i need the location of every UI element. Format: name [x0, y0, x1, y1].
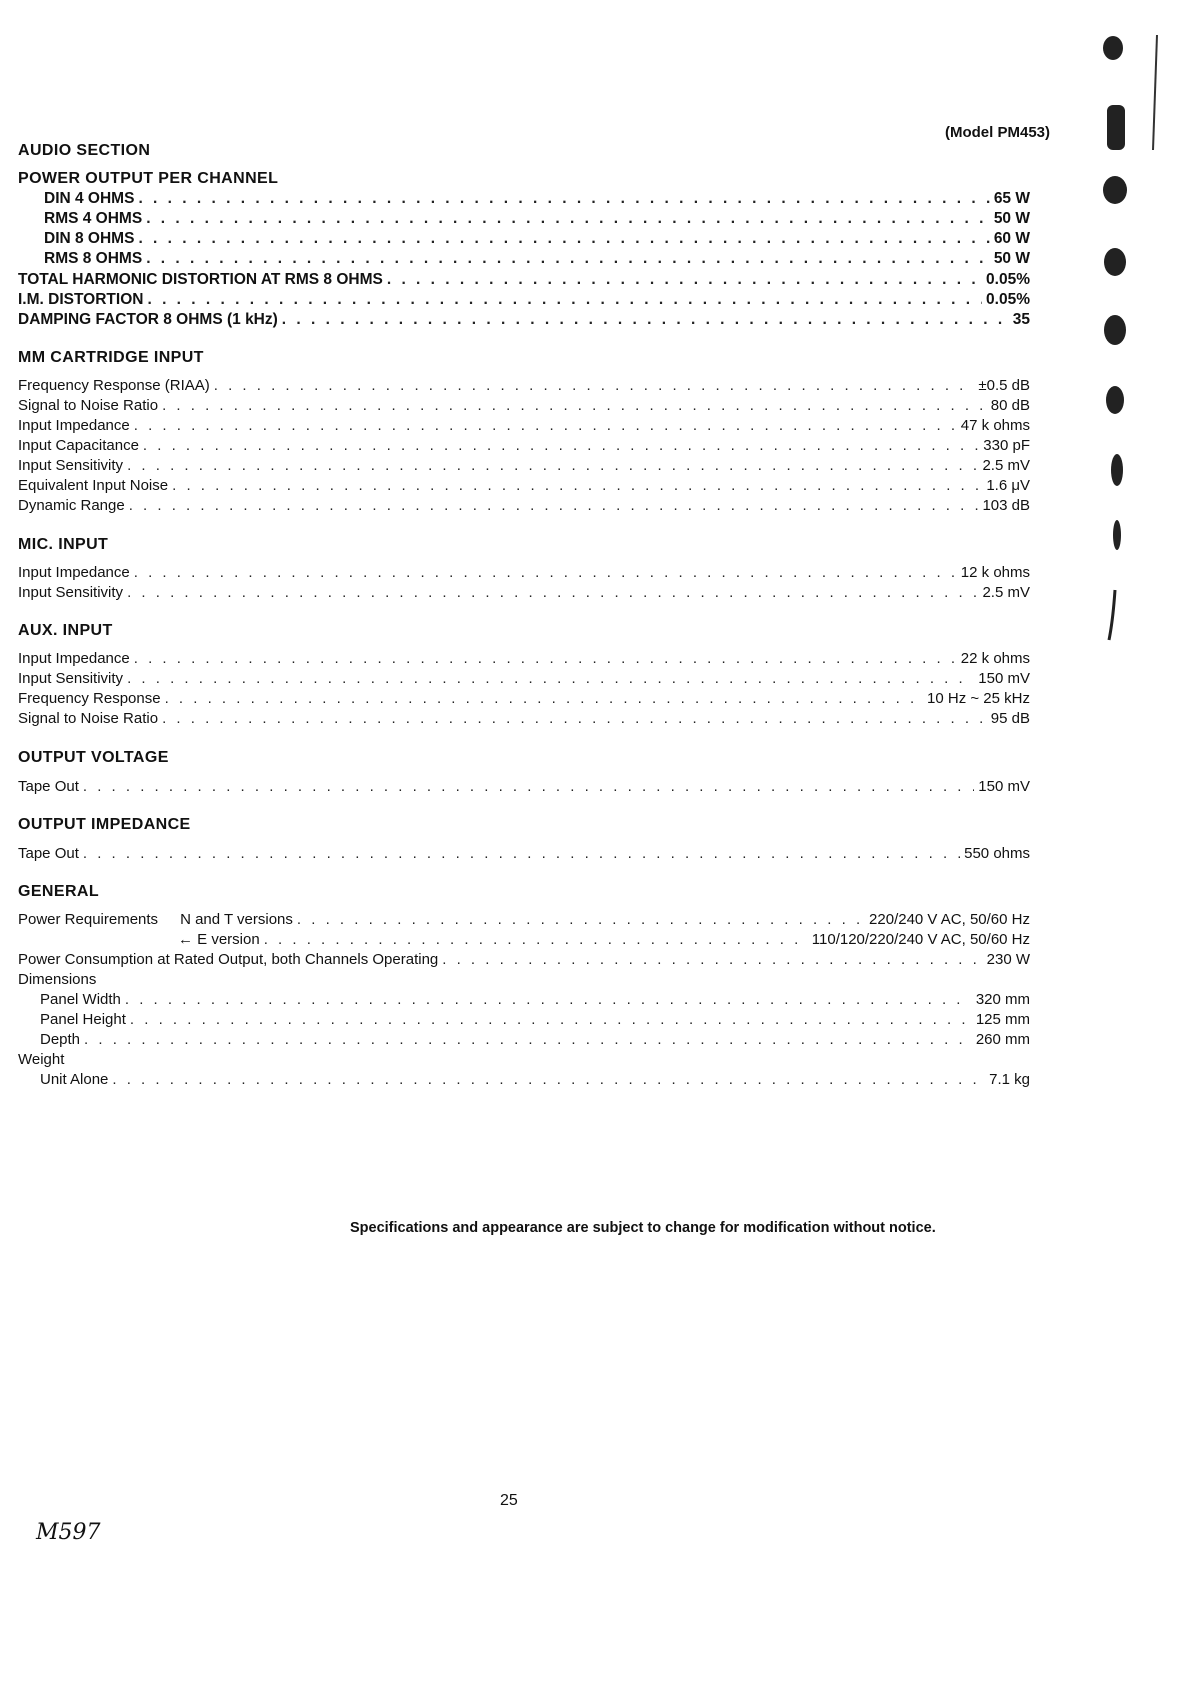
spec-row — [44, 210, 1030, 230]
handwritten-note: M597 — [36, 1520, 101, 1545]
output-impedance-title: OUTPUT IMPEDANCE — [18, 816, 191, 833]
leader-dots — [127, 670, 974, 687]
spec-value: 260 mm — [975, 1031, 1030, 1048]
leader-dots — [112, 1071, 985, 1088]
spec-value: 2.5 mV — [982, 457, 1030, 474]
page-number: 25 — [500, 1492, 518, 1509]
spec-value: 22 k ohms — [960, 650, 1030, 667]
spec-value: 35 — [1012, 311, 1030, 328]
output-voltage-title: OUTPUT VOLTAGE — [18, 749, 169, 766]
leader-dots — [442, 951, 982, 968]
spec-label: I.M. DISTORTION — [18, 291, 144, 308]
spec-value: 12 k ohms — [960, 564, 1030, 581]
spec-row — [18, 437, 1030, 457]
spec-value: 10 Hz ~ 25 kHz — [927, 690, 1030, 707]
leader-dots — [134, 650, 957, 667]
spec-sublabel: ← E version — [178, 931, 260, 948]
spec-row — [40, 991, 1030, 1011]
spec-label: Power Consumption at Rated Output, both Channels Operating — [18, 951, 439, 968]
spec-sublabel: N and T versions — [180, 911, 293, 928]
audio-section-title: AUDIO SECTION — [18, 142, 151, 159]
spec-label: RMS 4 OHMS — [44, 210, 143, 227]
dimensions-label: Dimensions — [18, 971, 97, 988]
spec-label: Input Impedance — [18, 564, 130, 581]
spec-label: Input Sensitivity — [18, 670, 124, 687]
spec-label: Panel Width — [40, 991, 121, 1008]
spec-row — [18, 397, 1030, 417]
spec-label: Dynamic Range — [18, 497, 125, 514]
leader-dots — [143, 437, 979, 454]
leader-dots — [83, 845, 960, 862]
leader-dots — [127, 457, 978, 474]
spec-value: 7.1 kg — [989, 1071, 1030, 1088]
leader-dots — [165, 690, 923, 707]
spec-row — [18, 497, 1030, 517]
leader-dots — [297, 911, 865, 928]
spec-row — [44, 190, 1030, 210]
spec-label: Panel Height — [40, 1011, 126, 1028]
spec-value: 50 W — [993, 210, 1030, 227]
leader-dots — [127, 584, 978, 601]
leader-dots — [387, 271, 982, 289]
spec-row — [40, 1071, 1030, 1091]
spec-row — [44, 250, 1030, 270]
spec-label: TOTAL HARMONIC DISTORTION AT RMS 8 OHMS — [18, 271, 383, 288]
general-title: GENERAL — [18, 883, 100, 900]
spec-label: Input Sensitivity — [18, 584, 124, 601]
spec-label: Input Impedance — [18, 650, 130, 667]
spec-label: Input Impedance — [18, 417, 130, 434]
leader-dots — [282, 311, 1009, 329]
spec-row — [18, 584, 1030, 604]
spec-label: Frequency Response (RIAA) — [18, 377, 210, 394]
spec-row — [18, 477, 1030, 497]
spec-label: RMS 8 OHMS — [44, 250, 143, 267]
spec-value: 103 dB — [982, 497, 1030, 514]
binder-holes-decoration — [1085, 30, 1165, 670]
spec-value: 150 mV — [978, 778, 1030, 795]
spec-label: DIN 8 OHMS — [44, 230, 135, 247]
leader-dots — [162, 397, 987, 414]
spec-row — [18, 417, 1030, 437]
spec-value: 1.6 μV — [986, 477, 1030, 494]
e-version-row — [178, 931, 1030, 951]
leader-dots — [84, 1031, 972, 1048]
disclaimer-notice: Specifications and appearance are subject to change for modification without notice. — [350, 1220, 936, 1236]
spec-value: 150 mV — [978, 670, 1030, 687]
spec-row — [18, 670, 1030, 690]
leader-dots — [162, 710, 987, 727]
leader-dots — [125, 991, 972, 1008]
spec-value: 330 pF — [983, 437, 1030, 454]
mm-input-title: MM CARTRIDGE INPUT — [18, 349, 204, 366]
power-requirements-row — [18, 911, 1030, 931]
spec-label: Signal to Noise Ratio — [18, 397, 159, 414]
spec-row — [18, 457, 1030, 477]
spec-value: 220/240 V AC, 50/60 Hz — [869, 911, 1030, 928]
mic-input-title: MIC. INPUT — [18, 536, 109, 553]
spec-label: Input Sensitivity — [18, 457, 124, 474]
spec-value: 65 W — [993, 190, 1030, 207]
spec-row — [44, 230, 1030, 250]
model-label: (Model PM453) — [944, 124, 1050, 141]
spec-label: DAMPING FACTOR 8 OHMS (1 kHz) — [18, 311, 278, 328]
spec-row — [40, 1011, 1030, 1031]
spec-row — [18, 845, 1030, 865]
spec-label: Signal to Noise Ratio — [18, 710, 159, 727]
spec-label: Tape Out — [18, 845, 79, 862]
leader-dots — [129, 497, 979, 514]
leader-dots — [134, 417, 957, 434]
spec-value: 125 mm — [975, 1011, 1030, 1028]
spec-label: Unit Alone — [40, 1071, 109, 1088]
spec-value: 95 dB — [990, 710, 1030, 727]
leader-dots — [138, 190, 989, 208]
leader-dots — [83, 778, 974, 795]
power-output-title: POWER OUTPUT PER CHANNEL — [18, 170, 279, 187]
leader-dots — [134, 564, 957, 581]
spec-row — [18, 650, 1030, 670]
spec-value: 550 ohms — [964, 845, 1030, 862]
spec-row — [40, 1031, 1030, 1051]
leader-dots — [214, 377, 975, 394]
leader-dots — [146, 210, 990, 228]
spec-value: 320 mm — [975, 991, 1030, 1008]
leader-dots — [146, 250, 990, 268]
power-consumption-row — [18, 951, 1030, 971]
spec-value: 47 k ohms — [960, 417, 1030, 434]
spec-value: 60 W — [993, 230, 1030, 247]
spec-value: 230 W — [986, 951, 1030, 968]
spec-value: 0.05% — [986, 271, 1030, 288]
leader-dots — [264, 931, 808, 948]
spec-row — [18, 377, 1030, 397]
spec-row — [18, 710, 1030, 730]
spec-label: Equivalent Input Noise — [18, 477, 169, 494]
spec-row — [18, 564, 1030, 584]
spec-row — [18, 690, 1030, 710]
weight-label: Weight — [18, 1051, 65, 1068]
spec-label: Depth — [40, 1031, 81, 1048]
damping-factor-row — [18, 311, 1030, 331]
spec-value: 2.5 mV — [982, 584, 1030, 601]
spec-label: DIN 4 OHMS — [44, 190, 135, 207]
leader-dots — [130, 1011, 972, 1028]
im-distortion-row — [18, 291, 1030, 311]
spec-value: 0.05% — [986, 291, 1030, 308]
leader-dots — [147, 291, 982, 309]
spec-label: Tape Out — [18, 778, 79, 795]
thd-row — [18, 271, 1030, 291]
leader-dots — [138, 230, 989, 248]
leader-dots — [172, 477, 982, 494]
spec-label: Input Capacitance — [18, 437, 139, 454]
spec-value: 80 dB — [990, 397, 1030, 414]
spec-label: Power Requirements — [18, 911, 159, 928]
spec-value: 110/120/220/240 V AC, 50/60 Hz — [811, 931, 1030, 948]
spec-row — [18, 778, 1030, 798]
aux-input-title: AUX. INPUT — [18, 622, 113, 639]
spec-label: Frequency Response — [18, 690, 161, 707]
spec-value: 50 W — [993, 250, 1030, 267]
spec-value: ±0.5 dB — [978, 377, 1030, 394]
